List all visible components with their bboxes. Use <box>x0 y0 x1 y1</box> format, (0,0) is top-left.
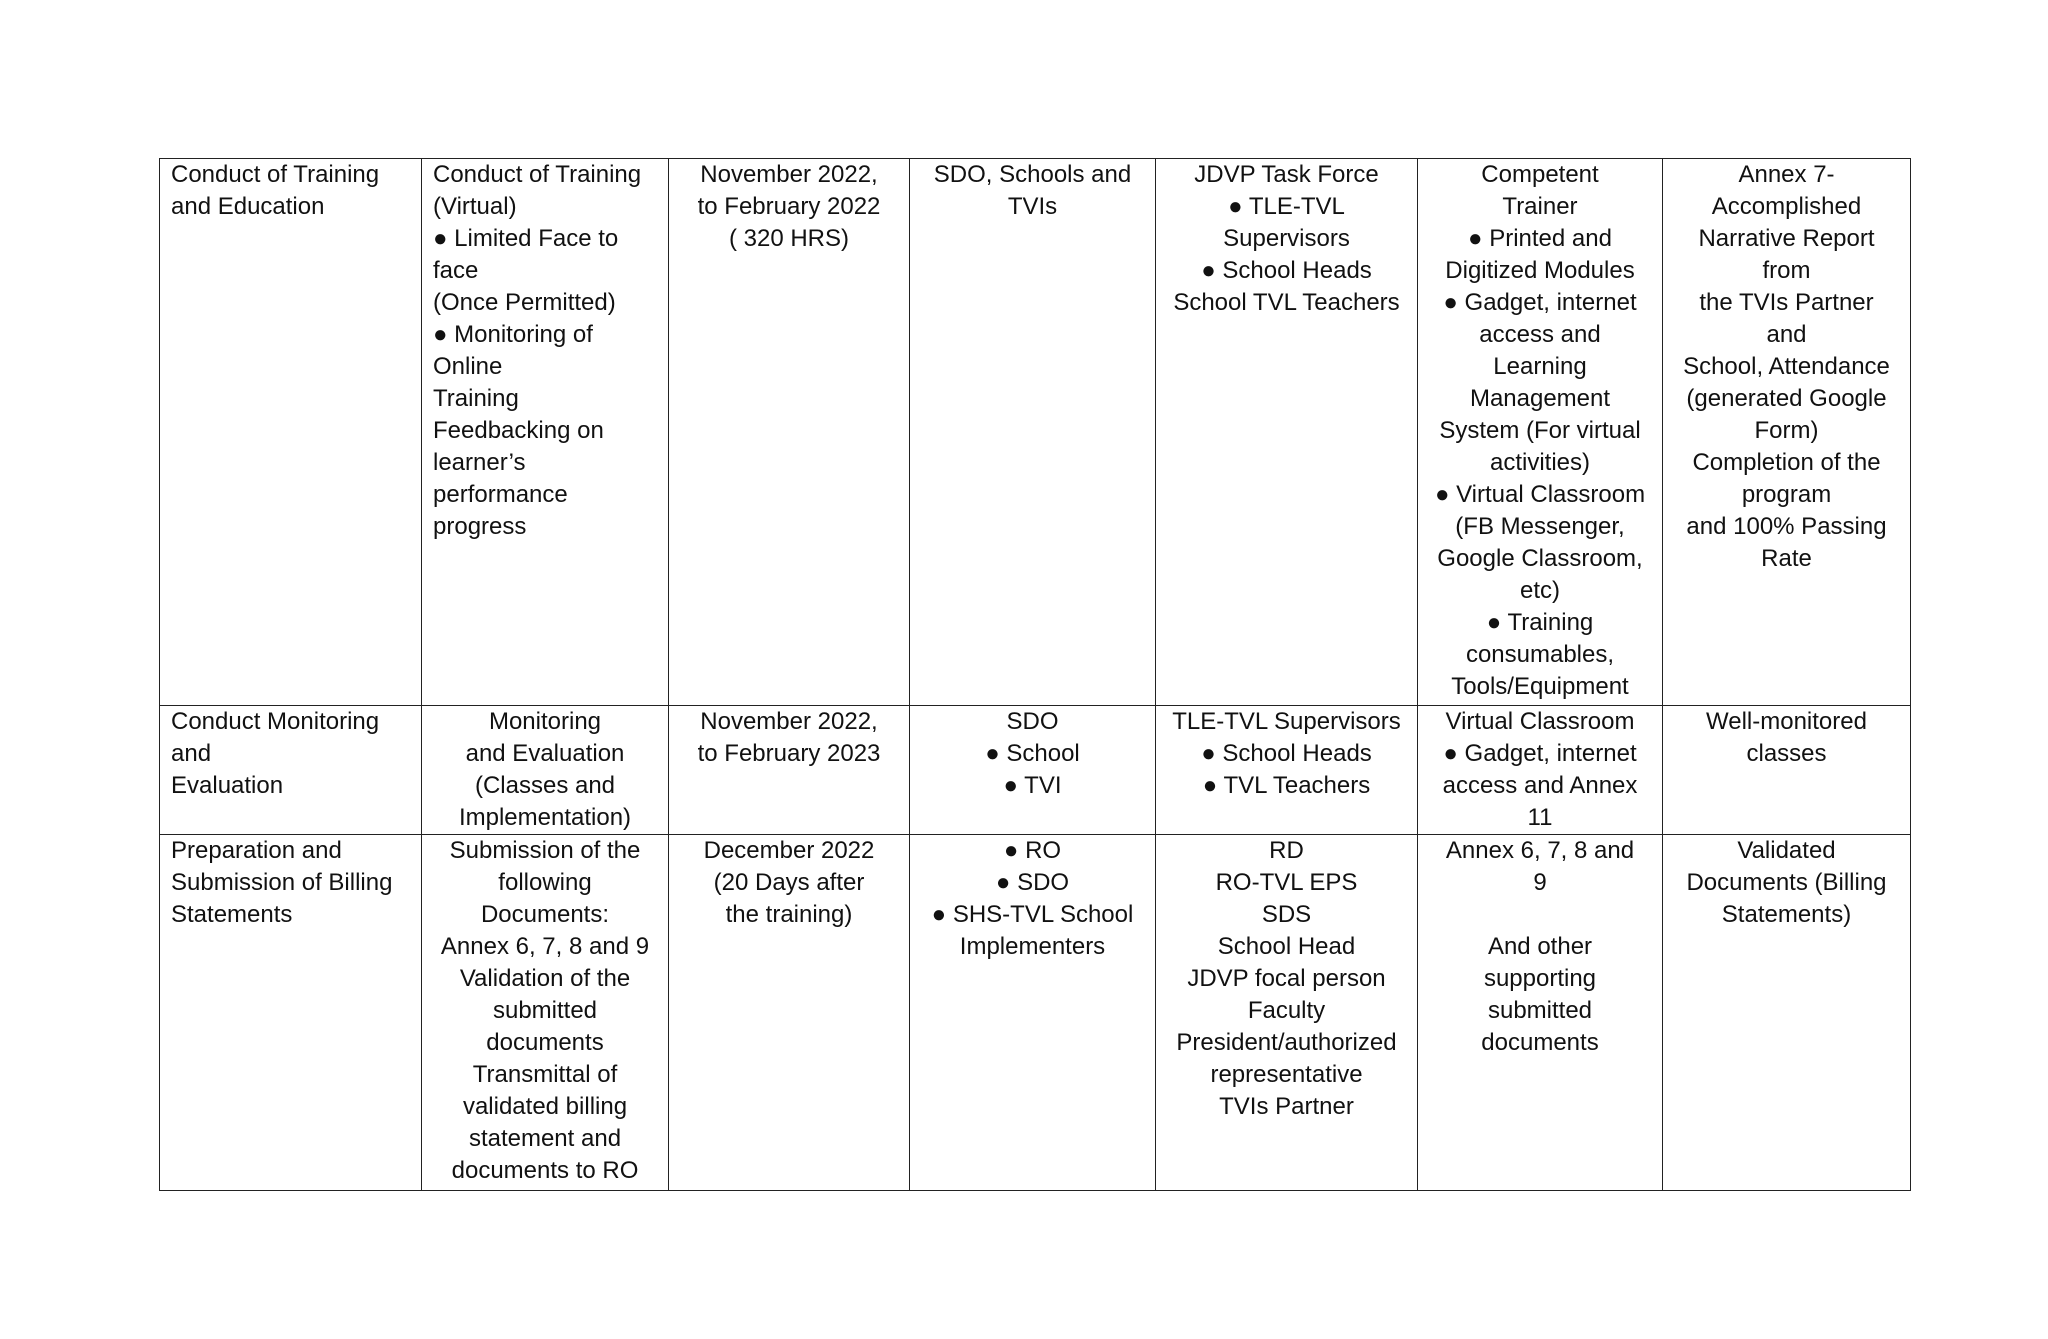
cell-schedule <box>669 159 910 706</box>
cell-text-line: School TVL Teachers <box>1173 289 1400 316</box>
cell-text-line: JDVP focal person <box>1187 965 1386 992</box>
cell-resources <box>1418 159 1663 706</box>
cell-text-line: Submission of Billing <box>171 869 393 896</box>
cell-text-line: Tools/Equipment <box>1451 673 1629 700</box>
cell-text-line: RD <box>1269 837 1304 864</box>
cell-text-line: submitted <box>1487 997 1593 1024</box>
cell-text-line: (generated Google <box>1686 385 1887 412</box>
cell-text-line: ● TVL Teachers <box>1202 772 1371 799</box>
cell-text-line: ● RO <box>1003 837 1062 864</box>
cell-text-line: submitted <box>492 997 598 1024</box>
cell-text-line: Statements) <box>1721 901 1852 928</box>
cell-text-line: ● Printed and <box>1468 225 1612 252</box>
cell-text-line: ● Training <box>1486 609 1594 636</box>
cell-text-line: and <box>1766 321 1807 348</box>
cell-text-line: Management <box>1469 385 1611 412</box>
table-row <box>160 835 1911 1191</box>
cell-text-line: Annex 6, 7, 8 and <box>1445 837 1635 864</box>
cell-text-line: SDS <box>1261 901 1312 928</box>
cell-text-line: ● Limited Face to <box>433 225 619 252</box>
cell-text-line: Competent <box>1481 161 1599 188</box>
cell-text-line: SDO, Schools and <box>933 161 1132 188</box>
cell-text-line: from <box>1762 257 1811 284</box>
cell-text-line: progress <box>433 513 527 540</box>
cell-text-line: JDVP Task Force <box>1194 161 1379 188</box>
cell-text-line: classes <box>1746 740 1827 767</box>
cell-text-line: Completion of the <box>1692 449 1881 476</box>
cell-text-line: (Once Permitted) <box>433 289 616 316</box>
cell-resources <box>1418 835 1663 1191</box>
cell-text-line: (Virtual) <box>433 193 517 220</box>
cell-text-line: access and Annex <box>1442 772 1638 799</box>
cell-resources <box>1418 706 1663 835</box>
cell-text-line: ● Virtual Classroom <box>1434 481 1646 508</box>
cell-expected-output <box>1663 835 1911 1191</box>
cell-text-line: Digitized Modules <box>1445 257 1635 284</box>
cell-persons-involved <box>1156 706 1418 835</box>
cell-text-line: Google Classroom, <box>1437 545 1643 572</box>
cell-details <box>422 706 669 835</box>
cell-text-line: TVIs <box>1007 193 1058 220</box>
cell-text-line: face <box>433 257 479 284</box>
cell-text-line: statement and <box>468 1125 622 1152</box>
cell-text-line: following <box>498 869 592 896</box>
cell-text-line: Training <box>433 385 519 412</box>
cell-text-line: Documents: <box>480 901 610 928</box>
cell-text-line: Annex 6, 7, 8 and 9 <box>440 933 650 960</box>
cell-text-line: ● School Heads <box>1201 257 1372 284</box>
cell-text-line: consumables, <box>1465 641 1615 668</box>
cell-text-line: Faculty <box>1247 997 1326 1024</box>
cell-text-line: etc) <box>1519 577 1560 604</box>
cell-text-line: System (For virtual <box>1439 417 1641 444</box>
table-body <box>160 159 1911 1191</box>
cell-text-line: Narrative Report <box>1698 225 1875 252</box>
cell-text-line: ● SHS-TVL School <box>931 901 1134 928</box>
cell-text-line: Implementation) <box>458 804 632 831</box>
cell-schedule <box>669 706 910 835</box>
table-row <box>160 159 1911 706</box>
cell-text-line: Accomplished <box>1711 193 1862 220</box>
cell-text-line: Virtual Classroom <box>1445 708 1635 735</box>
cell-details <box>422 835 669 1191</box>
cell-text-line: the training) <box>725 901 853 928</box>
cell-text-line: Monitoring <box>488 708 602 735</box>
cell-text-line: Rate <box>1761 545 1812 572</box>
cell-text-line: (Classes and <box>474 772 616 799</box>
cell-text-line: to February 2023 <box>697 740 881 767</box>
cell-text-line: School Head <box>1217 933 1356 960</box>
cell-text-line: performance <box>433 481 568 508</box>
cell-text-line: Well-monitored <box>1706 708 1867 735</box>
cell-location <box>910 835 1156 1191</box>
cell-text-line: TVIs Partner <box>1219 1093 1354 1120</box>
cell-text-line: December 2022 <box>703 837 875 864</box>
cell-text-line: representative <box>1210 1061 1363 1088</box>
cell-persons-involved <box>1156 159 1418 706</box>
cell-text-line: School, Attendance <box>1683 353 1890 380</box>
cell-text-line: RO-TVL EPS <box>1215 869 1358 896</box>
cell-text-line <box>1422 899 1658 931</box>
cell-text-line: activities) <box>1489 449 1591 476</box>
cell-details <box>422 159 669 706</box>
cell-text-line: (20 Days after <box>713 869 865 896</box>
cell-text-line: Supervisors <box>1223 225 1350 252</box>
cell-text-line: And other <box>1487 933 1593 960</box>
cell-text-line: Validated <box>1737 837 1836 864</box>
cell-text-line: President/authorized <box>1176 1029 1397 1056</box>
cell-expected-output <box>1663 159 1911 706</box>
cell-text-line: and 100% Passing <box>1686 513 1887 540</box>
cell-text-line: validated billing <box>462 1093 628 1120</box>
cell-text-line: the TVIs Partner <box>1699 289 1874 316</box>
cell-text-line: Evaluation <box>171 772 284 799</box>
cell-activity <box>160 706 422 835</box>
cell-expected-output <box>1663 706 1911 835</box>
cell-text-line: documents <box>1481 1029 1599 1056</box>
cell-text-line: Statements <box>171 901 293 928</box>
cell-text-line: Feedbacking on <box>433 417 604 444</box>
cell-text-line: Annex 7- <box>1738 161 1835 188</box>
cell-text-line: ● SDO <box>995 869 1070 896</box>
cell-text-line: Validation of the <box>459 965 631 992</box>
cell-persons-involved <box>1156 835 1418 1191</box>
cell-text-line: and Education <box>171 193 325 220</box>
cell-text-line: Conduct of Training <box>433 161 642 188</box>
cell-text-line: 11 <box>1527 804 1553 831</box>
cell-text-line: ● Monitoring of <box>433 321 593 348</box>
cell-text-line: November 2022, <box>700 161 878 188</box>
cell-text-line: Conduct of Training <box>171 161 380 188</box>
cell-text-line: Documents (Billing <box>1686 869 1887 896</box>
cell-text-line: and Evaluation <box>465 740 625 767</box>
cell-text-line: and <box>171 740 212 767</box>
cell-text-line: Implementers <box>959 933 1106 960</box>
cell-text-line: to February 2022 <box>697 193 881 220</box>
cell-text-line: Preparation and <box>171 837 342 864</box>
cell-schedule <box>669 835 910 1191</box>
cell-text-line: ● Gadget, internet <box>1443 289 1637 316</box>
cell-text-line: ● School Heads <box>1201 740 1372 767</box>
cell-text-line: Conduct Monitoring <box>171 708 380 735</box>
cell-text-line: learner’s <box>433 449 526 476</box>
cell-text-line: Submission of the <box>449 837 641 864</box>
cell-text-line: Learning <box>1493 353 1587 380</box>
cell-text-line: Online <box>433 353 503 380</box>
cell-text-line: (FB Messenger, <box>1455 513 1625 540</box>
cell-text-line: ( 320 HRS) <box>728 225 850 252</box>
cell-location <box>910 706 1156 835</box>
cell-text-line: SDO <box>1006 708 1059 735</box>
cell-text-line: documents <box>486 1029 604 1056</box>
cell-text-line: 9 <box>1533 869 1547 896</box>
cell-text-line: November 2022, <box>700 708 878 735</box>
cell-text-line: ● School <box>985 740 1080 767</box>
cell-text-line: access and <box>1479 321 1601 348</box>
cell-text-line: program <box>1741 481 1832 508</box>
table-row <box>160 706 1911 835</box>
cell-text-line: documents to RO <box>451 1157 639 1184</box>
cell-text-line: ● TVI <box>1003 772 1062 799</box>
cell-text-line: Transmittal of <box>472 1061 618 1088</box>
cell-text-line: ● Gadget, internet <box>1443 740 1637 767</box>
cell-activity <box>160 159 422 706</box>
cell-text-line: supporting <box>1483 965 1597 992</box>
activity-table <box>159 158 1911 1191</box>
cell-text-line: Trainer <box>1502 193 1578 220</box>
cell-text-line: TLE-TVL Supervisors <box>1172 708 1401 735</box>
cell-location <box>910 159 1156 706</box>
cell-text-line: Form) <box>1754 417 1819 444</box>
cell-text-line: ● TLE-TVL <box>1228 193 1345 220</box>
cell-activity <box>160 835 422 1191</box>
